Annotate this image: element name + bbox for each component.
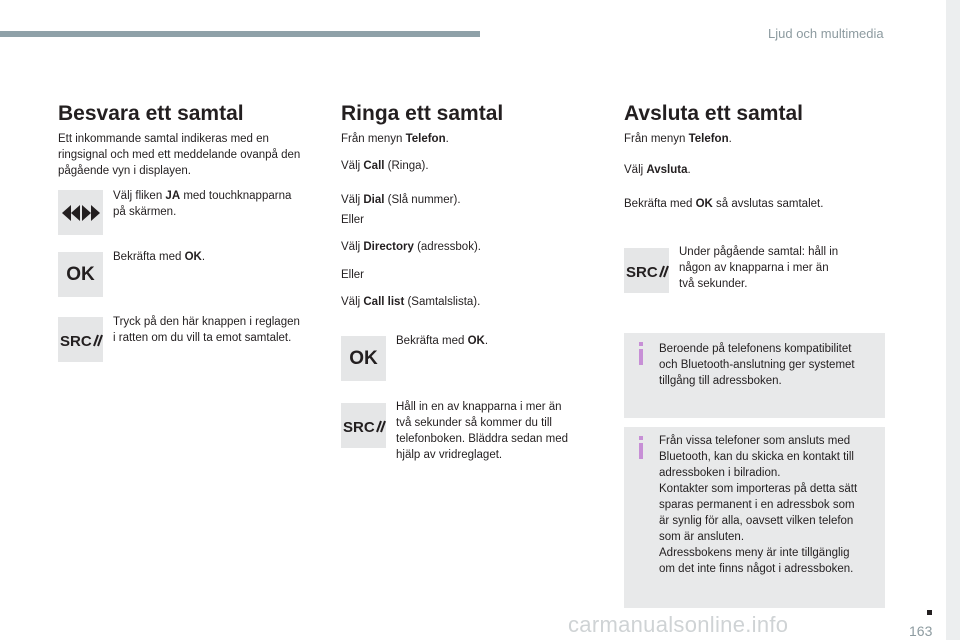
end-select-end: Välj Avsluta.	[624, 164, 691, 176]
header-accent-bar	[0, 31, 480, 37]
section-title: Ljud och multimedia	[768, 26, 884, 41]
call-or-2: Eller	[341, 269, 365, 281]
answer-step-select-tab: Välj fliken JA med touchknapparna på skärmen.	[113, 190, 292, 218]
ok-button-icon: OK	[341, 336, 386, 381]
answer-step-steering-button: Tryck på den här knappen i reglagen i ratten om du vill ta emot samtalet.	[113, 316, 300, 344]
svg-text:SRC: SRC	[342, 418, 375, 435]
heading-make-call: Ringa ett samtal	[341, 102, 504, 125]
call-select-call-list: Välj Call list (Samtalslista).	[341, 296, 481, 308]
call-step-phonebook: Håll in en av knapparna i mer än två sekunder så kommer du till telefonboken. Bläddra sedan med hjälp av vridreglaget.	[396, 401, 568, 461]
answer-step-confirm: Bekräfta med OK.	[113, 251, 206, 263]
info-icon	[639, 342, 643, 346]
info-icon-bar	[639, 443, 643, 459]
svg-text:SRC: SRC	[59, 332, 92, 349]
side-strip	[946, 0, 960, 640]
src-button-icon	[341, 403, 386, 448]
heading-answer-call: Besvara ett samtal	[58, 102, 244, 125]
call-select-dial: Välj Dial (Slå nummer).	[341, 194, 461, 206]
info-note-compatibility: Beroende på telefonens kompatibilitet och Bluetooth-anslutning ger systemet tillgång till adressboken.	[624, 333, 885, 418]
src-button-icon	[58, 317, 103, 362]
watermark: carmanualsonline.info	[568, 612, 789, 637]
answer-intro: Ett inkommande samtal indikeras med en ringsignal och med ett meddelande ovanpå den pågående vyn i displayen.	[58, 133, 301, 177]
skip-buttons-icon	[58, 190, 103, 235]
call-select-call: Välj Call (Ringa).	[341, 160, 429, 172]
heading-end-call: Avsluta ett samtal	[624, 102, 803, 125]
page-number: 163	[909, 623, 933, 639]
ok-button-icon: OK	[58, 252, 103, 297]
info-icon	[639, 436, 643, 440]
info-icon-bar	[639, 349, 643, 365]
svg-text:SRC: SRC	[625, 263, 658, 280]
end-during-call: Under pågående samtal: håll in någon av knapparna i mer än två sekunder.	[679, 246, 839, 290]
call-or-1: Eller	[341, 214, 365, 226]
info-note-contacts: Från vissa telefoner som ansluts med Bluetooth, kan du skicka en kontakt till adressboken i bilradion. Kontakter som importeras på detta sätt sparas permanent i en adressbok som är synlig för alla, oavsett vilken telefon som är ansluten. Adressbokens meny är inte tillgänglig om det inte finns något i adressboken.	[624, 427, 885, 608]
call-select-directory: Välj Directory (adressbok).	[341, 241, 481, 253]
end-confirm: Bekräfta med OK så avslutas samtalet.	[624, 198, 824, 210]
call-menu: Från menyn Telefon.	[341, 133, 449, 145]
end-menu: Från menyn Telefon.	[624, 133, 732, 145]
src-button-icon	[624, 248, 669, 293]
continue-marker	[927, 610, 932, 615]
call-step-confirm: Bekräfta med OK.	[396, 335, 489, 347]
